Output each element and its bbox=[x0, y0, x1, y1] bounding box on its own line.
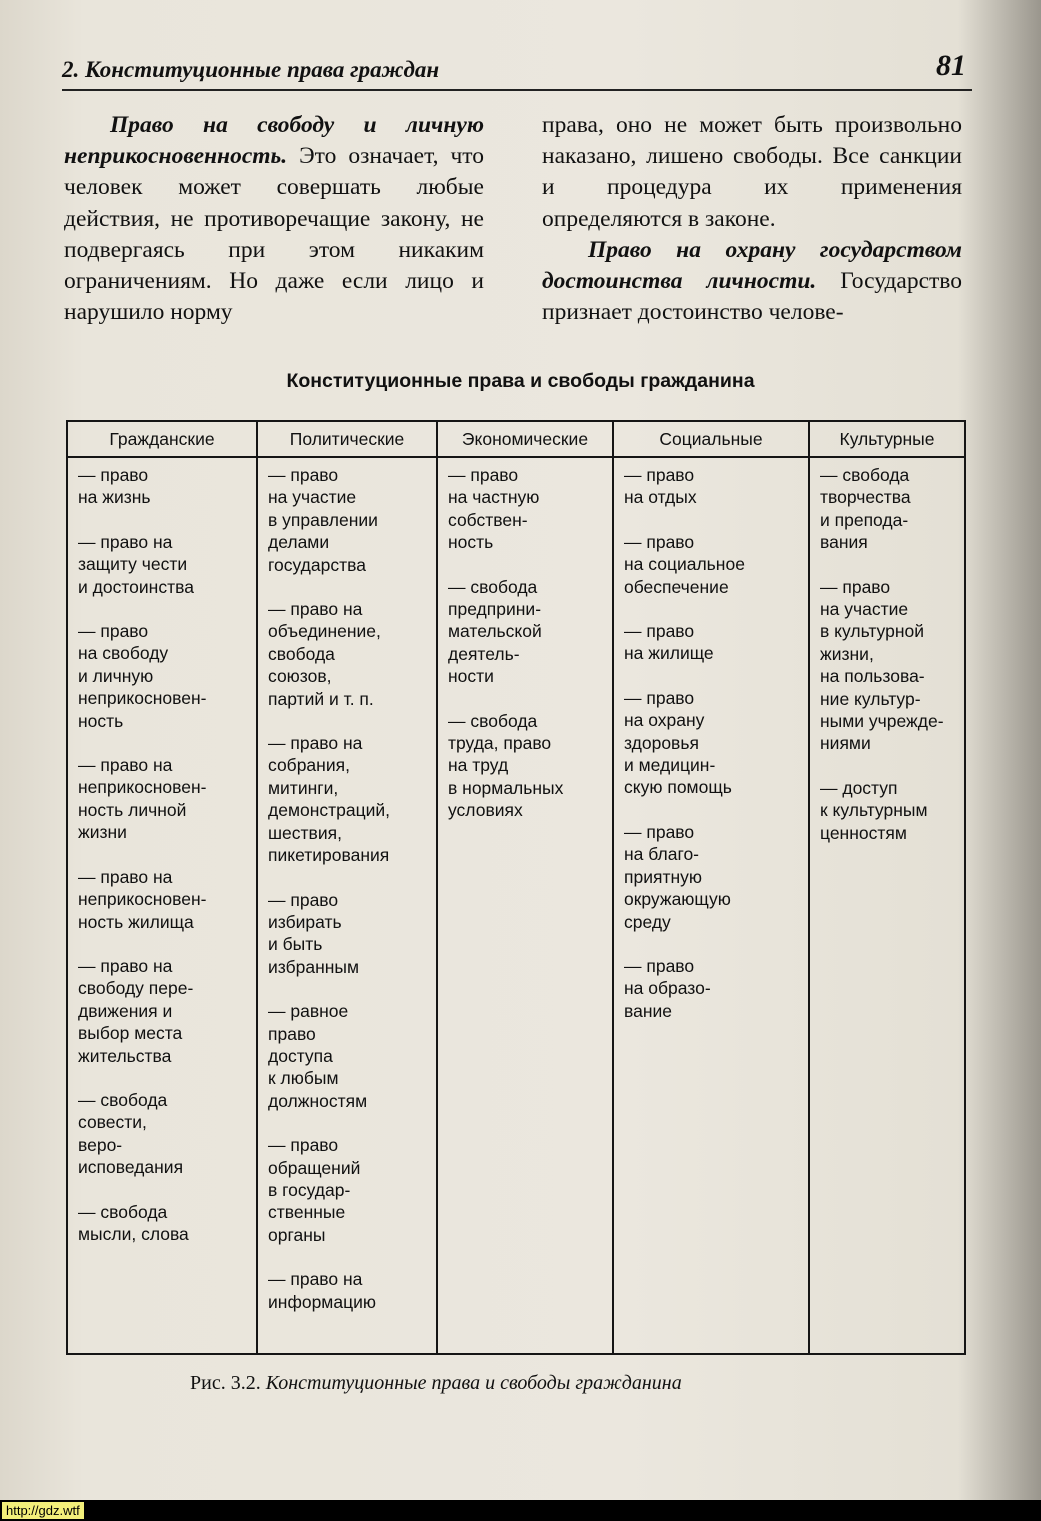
list-item: — право на неприкосновен- ность личной жизни bbox=[78, 755, 207, 843]
paragraph-lead: Право на свободу и личную неприкосновенность. bbox=[64, 112, 484, 170]
list-item: — право на образо- вание bbox=[624, 955, 711, 1021]
section-title: 2. Конституционные права граждан bbox=[62, 57, 440, 82]
list-item: — право на объединение, свобода союзов, партий и т. п. bbox=[268, 599, 381, 709]
list-item: — право на участие в культурной жизни, на пользова- ние культур- ными учрежде- ниями bbox=[820, 576, 944, 754]
list-item: — свобода совести, веро- исповедания bbox=[78, 1089, 184, 1178]
text-column-right bbox=[542, 110, 962, 328]
list-item: — право избирать и быть избранным bbox=[268, 889, 360, 977]
list-item: — право на участие в управлении делами государства bbox=[268, 465, 378, 575]
cell-political bbox=[257, 457, 437, 1354]
list-item: — право на социальное обеспечение bbox=[624, 531, 745, 597]
header-economic: Экономические bbox=[437, 421, 613, 457]
paragraph-liberty bbox=[64, 110, 484, 328]
header-political: Политические bbox=[257, 421, 437, 457]
list-item: — свобода труда, право на труд в нормальных условиях bbox=[448, 710, 564, 821]
paragraph-lead: Право на охрану государством достоинства личности. bbox=[542, 236, 962, 295]
list-item: — право на неприкосновен- ность жилища bbox=[78, 866, 207, 932]
list-item: — свобода предприни- мательской деятель- ности bbox=[448, 576, 542, 687]
list-item: — право на благо- приятную окружающую среду bbox=[624, 821, 731, 932]
cell-social bbox=[613, 457, 809, 1354]
caption-title: Конституционные права и свободы гражданина bbox=[265, 1372, 682, 1394]
list-item: — право на частную собствен- ность bbox=[448, 465, 540, 553]
running-header bbox=[62, 49, 972, 91]
list-item: — доступ к культурным ценностям bbox=[820, 777, 928, 843]
list-item: — свобода творчества и препода- вания bbox=[820, 465, 911, 553]
list-item: — право на собрания, митинги, демонстраций, шествия, пикетирования bbox=[268, 733, 391, 866]
list-item: — право на отдых bbox=[624, 465, 697, 508]
list-item: — право на информацию bbox=[268, 1269, 376, 1312]
table-header-row bbox=[67, 421, 965, 457]
page-number: 81 bbox=[936, 49, 966, 82]
table-title: Конституционные права и свободы гражданина bbox=[286, 370, 755, 392]
header-civil: Гражданские bbox=[67, 421, 257, 457]
table-row bbox=[67, 457, 965, 1354]
cell-cultural bbox=[809, 457, 965, 1354]
list-item: — право на свободу и личную неприкосновен- ность bbox=[78, 621, 207, 731]
paragraph-body: Государство признает достоинство челове- bbox=[542, 268, 962, 326]
list-item: — равное право доступа к любым должностям bbox=[268, 1001, 368, 1111]
header-cultural: Культурные bbox=[809, 421, 965, 457]
cell-civil bbox=[67, 457, 257, 1354]
paragraph-continuation: права, оно не может быть произвольно наказано, лишено свободы. Все санкции и процедура их применения определяются в законе. bbox=[542, 112, 962, 232]
text-column-left bbox=[64, 110, 484, 328]
caption-prefix: Рис. 3.2. bbox=[190, 1372, 266, 1394]
list-item: — право на жизнь bbox=[78, 465, 151, 508]
bottom-bar bbox=[0, 1500, 1041, 1521]
header-social: Социальные bbox=[613, 421, 809, 457]
list-item: — право на жилище bbox=[624, 621, 714, 664]
list-item: — право на защиту чести и достоинства bbox=[78, 531, 194, 597]
list-item: — право на охрану здоровья и медицин- скую помощь bbox=[624, 687, 732, 798]
list-item: — право обращений в государ- ственные органы bbox=[268, 1135, 361, 1245]
rights-table bbox=[66, 420, 966, 1355]
list-item: — свобода мысли, слова bbox=[78, 1201, 189, 1244]
list-item: — право на свободу пере- движения и выбор места жительства bbox=[78, 955, 194, 1066]
figure-caption bbox=[190, 1372, 682, 1395]
paragraph-dignity bbox=[542, 235, 962, 329]
paragraph-body: Это означает, что человек может совершать любые действия, не противоречащие закону, не подвергаясь при этом никаким ограничениям. Но даже если лицо и нарушило норму bbox=[64, 143, 484, 326]
source-url-label: http://gdz.wtf bbox=[2, 1502, 84, 1519]
cell-economic bbox=[437, 457, 613, 1354]
